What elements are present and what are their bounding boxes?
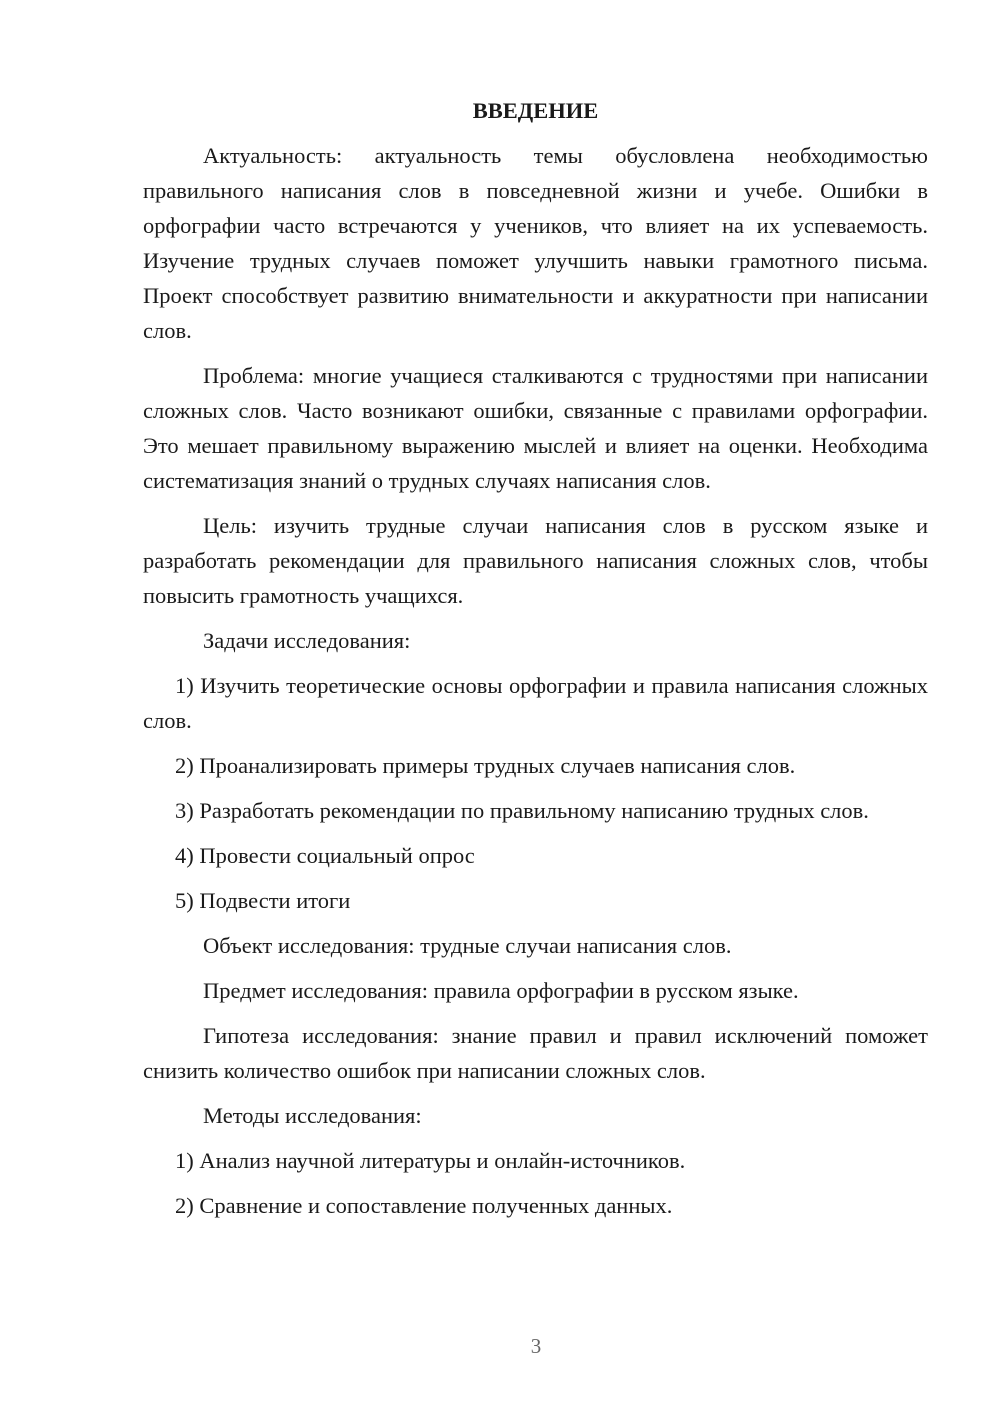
object-paragraph: Объект исследования: трудные случаи написания слов. <box>203 933 732 958</box>
subject-paragraph: Предмет исследования: правила орфографии в русском языке. <box>203 978 799 1003</box>
goal-paragraph: Цель: изучить трудные случаи написания слов в русском языке и разработать рекомендации для правильного написания сложных слов, чтобы повысить грамотность учащихся. <box>143 513 928 608</box>
methods-heading: Методы исследования: <box>203 1103 422 1128</box>
document-page <box>143 96 928 1233</box>
task-item-4: 4) Провести социальный опрос <box>175 843 475 868</box>
page-number: 3 <box>530 1334 542 1358</box>
tasks-heading: Задачи исследования: <box>203 628 411 653</box>
relevance-paragraph: Актуальность: актуальность темы обусловлена необходимостью правильного написания слов в повседневной жизни и учебе. Ошибки в орфографии часто встречаются у учеников, что влияет на их успеваемость. Изучение трудных случаев поможет улучшить навыки грамотного письма. Проект способствует развитию внимательности и аккуратности при написании слов. <box>143 143 928 343</box>
section-title: ВВЕДЕНИЕ <box>472 98 599 123</box>
method-item-2: 2) Сравнение и сопоставление полученных данных. <box>175 1193 673 1218</box>
task-item-5: 5) Подвести итоги <box>175 888 351 913</box>
method-item-1: 1) Анализ научной литературы и онлайн-источников. <box>175 1148 686 1173</box>
task-item-1: 1) Изучить теоретические основы орфографии и правила написания сложных слов. <box>143 673 928 733</box>
task-item-3: 3) Разработать рекомендации по правильному написанию трудных слов. <box>175 798 869 823</box>
problem-paragraph: Проблема: многие учащиеся сталкиваются с трудностями при написании сложных слов. Часто возникают ошибки, связанные с правилами орфографии. Это мешает правильному выражению мыслей и влияет на оценки. Необходима систематизация знаний о трудных случаях написания слов. <box>143 363 928 493</box>
hypothesis-paragraph: Гипотеза исследования: знание правил и правил исключений поможет снизить количество ошибок при написании сложных слов. <box>143 1023 928 1083</box>
task-item-2: 2) Проанализировать примеры трудных случаев написания слов. <box>175 753 796 778</box>
